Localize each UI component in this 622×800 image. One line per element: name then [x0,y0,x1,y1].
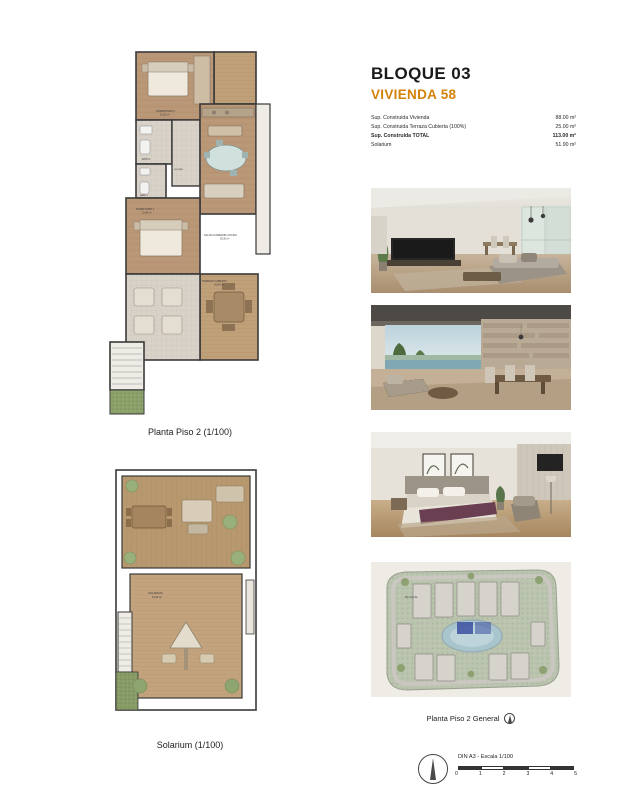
spec-value: 113.00 m² [552,133,576,140]
scale-tick-label: 5 [574,771,577,777]
svg-text:DORMITORIO 1: DORMITORIO 1 [136,208,155,211]
scale-tick-label: 2 [502,771,506,777]
floor-plan-level-2 [96,40,282,422]
spec-value: 25.00 m² [555,124,576,131]
svg-text:30.20 m²: 30.20 m² [220,237,230,241]
spec-label: Sup. Construida Vivienda [371,115,430,121]
floor-plan-solarium [96,462,282,734]
site-plan-level-2 [371,562,571,697]
svg-text:DORMITORIO 2: DORMITORIO 2 [156,110,175,113]
spec-value: 88.00 m² [555,115,576,121]
svg-text:SOLARIUM: SOLARIUM [148,591,163,595]
floor-plan-solarium-caption: Solarium (1/100) [156,740,224,750]
scale-tick-label: 3 [526,771,530,777]
unit-title: VIVIENDA 58 [371,86,457,102]
svg-text:BAÑO 2: BAÑO 2 [142,159,151,161]
scale-ticks [455,766,577,782]
scale-tick-label: 4 [550,771,554,777]
terrace-pool-render [371,305,571,410]
svg-text:25.00 m²: 25.00 m² [214,283,224,287]
scale-numbers [455,771,577,777]
site-plan-caption-text: Planta Piso 2 General [426,714,500,723]
scale-bar [418,752,578,788]
spec-row [371,114,576,123]
svg-text:SALON-COMEDOR-COCINA: SALON-COMEDOR-COCINA [204,234,237,237]
scale-tick-label: 0 [455,771,458,777]
block-title: BLOQUE 03 [371,64,471,83]
scale-tick-label: 1 [478,771,482,777]
svg-text:51.90 m²: 51.90 m² [152,596,162,599]
spec-label: Sup. Construida TOTAL [371,133,430,140]
spec-row [371,123,576,132]
svg-text:11.65 m²: 11.65 m² [160,113,170,117]
svg-text:12.40 m²: 12.40 m² [142,211,152,215]
scale-label: DIN A3 - Escala 1/100 [458,754,514,760]
svg-text:BLOQUE: BLOQUE [405,595,418,599]
svg-text:TERRAZA CUBIERTA: TERRAZA CUBIERTA [202,280,227,283]
spec-label: Solarium [371,142,392,149]
svg-text:DISTRIB.: DISTRIB. [174,169,184,171]
spec-row-total [371,132,576,141]
bedroom-render [371,432,571,537]
site-plan-caption [371,713,571,724]
scale-ticks-bar [458,766,574,770]
compass-north-icon [418,754,448,784]
living-dining-render [371,188,571,293]
title-block [371,64,581,102]
surface-area-table [371,114,576,150]
compass-north-icon [504,713,515,724]
svg-text:BAÑO 1: BAÑO 1 [140,195,149,197]
spec-value: 51.90 m² [555,142,576,149]
spec-label: Sup. Construida Terraza Cubierta (100%) [371,124,467,131]
floor-plan-level-2-caption: Planta Piso 2 (1/100) [147,427,233,437]
spec-row [371,141,576,150]
